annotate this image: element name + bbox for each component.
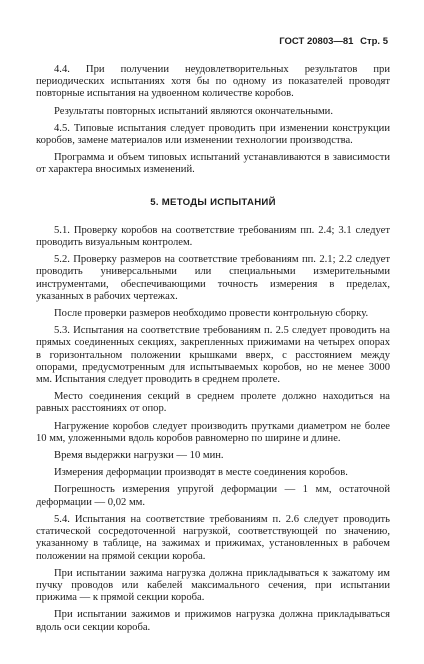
document-body <box>36 64 390 639</box>
paragraph-4-4: 4.4. При получении неудовлетворительных результатов при периодических испытаниях хотя бы по одному из показателей проводят повторные испытания на удвоенном количестве коробов. <box>36 64 390 100</box>
paragraph-clamp-test: При испытании зажима нагрузка должна прикладываться к зажатому им пучку проводов или кабелей максимального сечения, при испытании прижима — к прямой секции короба. <box>36 567 390 604</box>
paragraph-loading: Нагружение коробов следует производить прутками диаметром не более 10 мм, уложенными вдоль коробов равномерно по ширине и длине. <box>36 420 390 444</box>
page-header <box>279 36 388 47</box>
paragraph-5-4: 5.4. Испытания на соответствие требованиям п. 2.6 следует проводить статической сосредоточенной нагрузкой, соответствующей по значению, указанному в таблице, на зажимах и прижимах, установленных в рабочем положении на прямой секции короба. <box>36 513 390 562</box>
paragraph-4-5: 4.5. Типовые испытания следует проводить при изменении конструкции коробов, замене материалов или изменении технологии производства. <box>36 122 390 147</box>
paragraph-5-2: 5.2. Проверку размеров на соответствие требованиям пп. 2.1; 2.2 следует проводить универсальными или специальными измерительными инструментами, обеспечивающими точность измерения в пределах, указанных в рабочих чертежах. <box>36 254 390 302</box>
paragraph-results: Результаты повторных испытаний являются окончательными. <box>54 105 334 117</box>
page-number: Стр. 5 <box>360 36 388 47</box>
paragraph-program: Программа и объем типовых испытаний устанавливаются в зависимости от характера вносимых изменений. <box>36 152 390 176</box>
paragraph-5-1: 5.1. Проверку коробов на соответствие требованиям пп. 2.4; 3.1 следует проводить визуальным контролем. <box>36 224 390 249</box>
section-title: 5. МЕТОДЫ ИСПЫТАНИЙ <box>150 196 276 208</box>
paragraph-assembly: После проверки размеров необходимо провести контрольную сборку. <box>54 308 369 320</box>
paragraph-hold-time: Время выдержки нагрузки — 10 мин. <box>54 450 224 462</box>
paragraph-load-direction: При испытании зажимов и прижимов нагрузка должна прикладываться вдоль оси секции короба. <box>36 609 390 633</box>
paragraph-5-3: 5.3. Испытания на соответствие требованиям п. 2.5 следует проводить на прямых соединенных секциях, закрепленных прижимами на четырех опорах в горизонтальном положении крышками вверх, с расстоянием между опорами, предусмотренным для испытываемых коробов, но не менее 3000 мм. Испытания следует проводить в среднем пролете. <box>36 325 390 386</box>
paragraph-joint-location: Место соединения секций в среднем пролете должно находиться на равных расстояниях от опор. <box>36 391 390 415</box>
paragraph-deformation: Измерения деформации производят в месте соединения коробов. <box>54 467 348 479</box>
paragraph-accuracy: Погрешность измерения упругой деформации — 1 мм, остаточной деформации — 0,02 мм. <box>36 484 390 508</box>
standard-number: ГОСТ 20803—81 <box>279 36 354 47</box>
